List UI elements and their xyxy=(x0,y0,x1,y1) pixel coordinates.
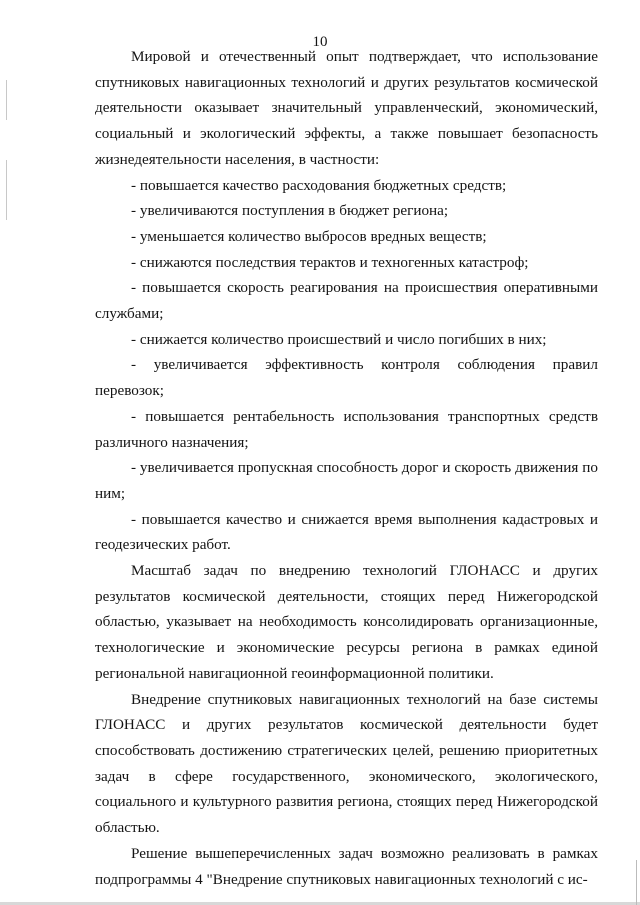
paragraph-scale: Масштаб задач по внедрению технологий ГЛОНАСС и других результатов космической деятельности, стоящих перед Нижегородской областью, указывает на необходимость консолидировать организационные, технологические и экономические ресурсы региона в рамках единой региональной навигационной геоинформационной политики. xyxy=(95,562,598,682)
list-item: - уменьшается количество выбросов вредных веществ; xyxy=(131,227,487,245)
list-item: - повышается качество и снижается время выполнения кадастровых и геодезических работ. xyxy=(95,510,598,554)
list-item: - повышается скорость реагирования на происшествия оперативными службами; xyxy=(95,279,598,323)
scan-right-edge xyxy=(636,860,637,905)
list-item: - увеличиваются поступления в бюджет региона; xyxy=(131,202,449,220)
body-text xyxy=(95,44,598,892)
paragraph-intro: Мировой и отечественный опыт подтверждает, что использование спутниковых навигационных технологий и других результатов космической деятельности оказывает значительный управленческий, экономический, социальный и экологический эффекты, а также повышает безопасность жизнедеятельности населения, в частности: xyxy=(95,48,598,168)
page-number: 10 xyxy=(312,34,328,50)
scan-margin-mark xyxy=(6,160,7,220)
list-item: - снижается количество происшествий и число погибших в них; xyxy=(131,330,547,348)
scan-margin-mark xyxy=(6,80,7,120)
paragraph-solution: Решение вышеперечисленных задач возможно реализовать в рамках подпрограммы 4 "Внедрение спутниковых навигационных технологий с ис- xyxy=(95,844,598,888)
list-item: - повышается качество расходования бюджетных средств; xyxy=(131,176,507,194)
list-item: - повышается рентабельность использования транспортных средств различного назначения; xyxy=(95,407,598,451)
list-item: - увеличивается пропускная способность дорог и скорость движения по ним; xyxy=(95,459,598,502)
list-item: - увеличивается эффективность контроля соблюдения правил перевозок; xyxy=(95,356,598,400)
paragraph-implementation: Внедрение спутниковых навигационных технологий на базе системы ГЛОНАСС и других результатов космической деятельности будет способствовать достижению стратегических целей, решению приоритетных задач в сфере государственного, экономического, экологического, социального и культурного развития региона, стоящих перед Нижегородской областью. xyxy=(95,690,598,837)
list-item: - снижаются последствия терактов и техногенных катастроф; xyxy=(131,253,529,271)
